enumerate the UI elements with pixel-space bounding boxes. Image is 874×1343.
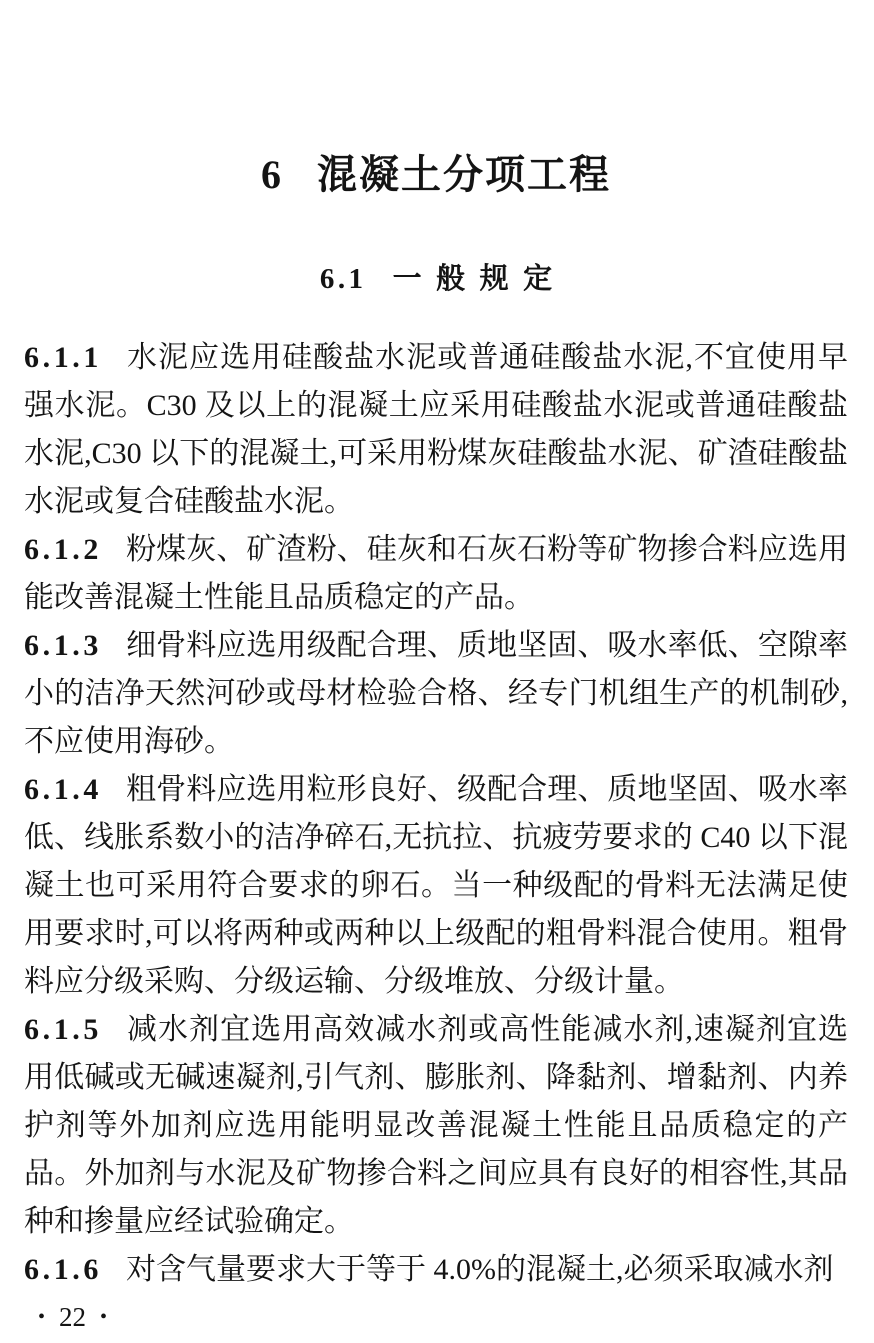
- clause-6-1-5: [24, 1006, 848, 1246]
- footer-left-dot-icon: •: [38, 1305, 46, 1328]
- clause-text: 水泥应选用硅酸盐水泥或普通硅酸盐水泥,不宜使用早强水泥。C30 及以上的混凝土应采用硅酸盐水泥或普通硅酸盐水泥,C30 以下的混凝土,可采用粉煤灰硅酸盐水泥、矿渣硅酸盐水泥或复合硅酸盐水泥。: [24, 340, 848, 518]
- clause-number: 6.1.5: [24, 1012, 102, 1046]
- clause-number: 6.1.6: [24, 1252, 102, 1286]
- clause-6-1-4: [24, 766, 848, 1006]
- clause-text: 减水剂宜选用高效减水剂或高性能减水剂,速凝剂宜选用低碱或无碱速凝剂,引气剂、膨胀剂、降黏剂、增黏剂、内养护剂等外加剂应选用能明显改善混凝土性能且品质稳定的产品。外加剂与水泥及矿物掺合料之间应具有良好的相容性,其品种和掺量应经试验确定。: [24, 1012, 848, 1238]
- clause-6-1-1: [24, 334, 848, 526]
- footer-right-dot-icon: •: [100, 1305, 108, 1328]
- section-title: [24, 262, 848, 297]
- clause-number: 6.1.1: [24, 340, 102, 374]
- page-footer: [24, 1301, 848, 1333]
- clause-number: 6.1.3: [24, 628, 102, 662]
- section-number: 6.1: [319, 263, 367, 295]
- clause-number: 6.1.2: [24, 532, 102, 566]
- clause-text: 粉煤灰、矿渣粉、硅灰和石灰石粉等矿物掺合料应选用能改善混凝土性能且品质稳定的产品。: [24, 532, 848, 614]
- clause-number: 6.1.4: [24, 772, 102, 806]
- clause-text: 细骨料应选用级配合理、质地坚固、吸水率低、空隙率小的洁净天然河砂或母材检验合格、经专门机组生产的机制砂,不应使用海砂。: [24, 628, 848, 758]
- clause-6-1-6: [24, 1246, 848, 1294]
- chapter-title-text: 混凝土分项工程: [317, 152, 611, 197]
- page-number: 22: [59, 1301, 87, 1332]
- clause-text: 粗骨料应选用粒形良好、级配合理、质地坚固、吸水率低、线胀系数小的洁净碎石,无抗拉、抗疲劳要求的 C40 以下混凝土也可采用符合要求的卵石。当一种级配的骨料无法满足使用要求时,可以将两种或两种以上级配的粗骨料混合使用。粗骨料应分级采购、分级运输、分级堆放、分级计量。: [24, 772, 848, 998]
- chapter-number: 6: [261, 152, 283, 197]
- clause-list: [24, 334, 848, 1294]
- section-title-text: 一般规定: [392, 263, 567, 295]
- clause-6-1-3: [24, 622, 848, 766]
- clause-text: 对含气量要求大于等于 4.0%的混凝土,必须采取减水剂: [126, 1252, 834, 1286]
- clause-6-1-2: [24, 526, 848, 622]
- chapter-title: [24, 0, 848, 200]
